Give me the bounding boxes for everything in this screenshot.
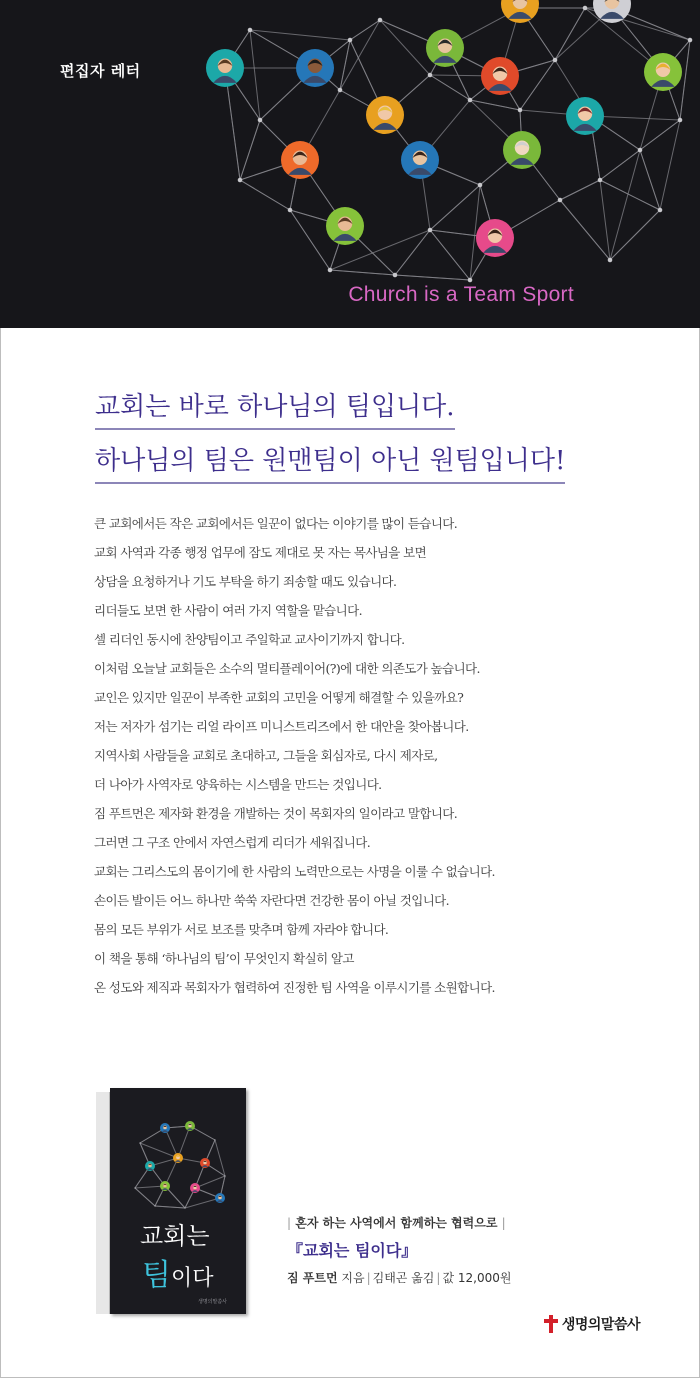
body-line: 상담을 요청하거나 기도 부탁을 하기 죄송할 때도 있습니다. [94,574,397,589]
person-avatar-icon [160,1181,170,1191]
person-avatar-icon [145,1161,155,1171]
cover-publisher: 생명의말씀사 [198,1299,227,1305]
header-banner [0,0,700,328]
body-line: 셀 리더인 동시에 찬양팀이고 주일학교 교사이기까지 합니다. [94,632,405,647]
person-avatar-icon [644,53,682,91]
cross-logo-icon [544,1315,558,1333]
body-line: 이처럼 오늘날 교회들은 소수의 멀티플레이어(?)에 대한 의존도가 높습니다. [94,661,480,676]
book-tagline: | 혼자 하는 사역에서 함께하는 협력으로 | [287,1216,506,1230]
person-avatar-icon [160,1123,170,1133]
person-avatar-icon [366,96,404,134]
body-line: 더 나아가 사역자로 양육하는 시스템을 만드는 것입니다. [94,777,382,792]
cover-network-icon [110,1088,246,1218]
person-avatar-icon [481,57,519,95]
body-line: 교회는 그리스도의 몸이기에 한 사람의 노력만으로는 사명을 이룰 수 없습니다. [94,864,495,879]
header-subtitle: Church is a Team Sport [348,283,574,306]
book-author: 짐 푸트먼 [287,1271,338,1285]
book-title: 『교회는 팀이다』 [287,1241,418,1260]
person-avatar-icon [501,0,539,23]
person-avatar-icon [190,1183,200,1193]
body-line: 온 성도와 제직과 목회자가 협력하여 진정한 팀 사역을 이루시기를 소원합니다. [94,980,495,995]
body-line: 짐 푸트먼은 제자화 환경을 개발하는 것이 목회자의 일이라고 말합니다. [94,806,458,821]
editor-letter-label: 편집자 레터 [60,62,141,80]
book-front [110,1088,246,1314]
body-line: 그러면 그 구조 안에서 자연스럽게 리더가 세워집니다. [94,835,371,850]
book-translator: 김태곤 [372,1271,408,1285]
person-avatar-icon [566,97,604,135]
person-avatar-icon [326,207,364,245]
publisher-name: 생명의말씀사 [561,1317,640,1333]
book-cover [96,1088,246,1314]
person-avatar-icon [426,29,464,67]
book-author-role: 지음 [341,1271,365,1285]
headline-line-2: 하나님의 팀은 원맨팀이 아닌 원팀입니다! [95,446,615,477]
book-price-label: 값 [442,1271,455,1285]
book-translator-role: 옮김 [411,1271,435,1285]
person-avatar-icon [503,131,541,169]
letter-body [94,509,614,1002]
body-line: 교회 사역과 각종 행정 업무에 잠도 제대로 못 자는 목사님을 보면 [94,545,427,560]
body-line: 리더들도 보면 한 사람이 여러 가지 역할을 맡습니다. [94,603,362,618]
person-avatar-icon [296,49,334,87]
publisher-logo [544,1314,640,1334]
person-avatar-icon [206,49,244,87]
person-avatar-icon [215,1193,225,1203]
cover-title-2: 팀이다 [142,1258,214,1293]
body-line: 손이든 발이든 어느 하나만 쑥쑥 자란다면 건강한 몸이 아닐 것입니다. [94,893,450,908]
person-avatar-icon [281,141,319,179]
body-line: 이 책을 통해 ‘하나님의 팀’이 무엇인지 확실히 알고 [94,951,354,966]
book-price: 12,000원 [457,1271,512,1285]
person-avatar-icon [200,1158,210,1168]
headline-line-1: 교회는 바로 하나님의 팀입니다. [95,392,615,423]
cover-title-1: 교회는 [140,1222,210,1250]
book-spine [96,1092,110,1314]
body-line: 지역사회 사람들을 교회로 초대하고, 그들을 회심자로, 다시 제자로, [94,748,438,763]
book-meta: 짐 푸트먼 지음 | 김태곤 옮김 | 값 12,000원 [287,1271,512,1285]
person-avatar-icon [185,1121,195,1131]
person-avatar-icon [173,1153,183,1163]
body-line: 저는 저자가 섬기는 리얼 라이프 미니스트리즈에서 한 대안을 찾아봅니다. [94,719,469,734]
network-illustration [0,0,700,328]
body-line: 큰 교회에서든 작은 교회에서든 일꾼이 없다는 이야기를 많이 듣습니다. [94,516,458,531]
body-line: 몸의 모든 부위가 서로 보조를 맞추며 함께 자라야 합니다. [94,922,389,937]
body-line: 교인은 있지만 일꾼이 부족한 교회의 고민을 어떻게 해결할 수 있을까요? [94,690,464,705]
person-avatar-icon [401,141,439,179]
person-avatar-icon [476,219,514,257]
